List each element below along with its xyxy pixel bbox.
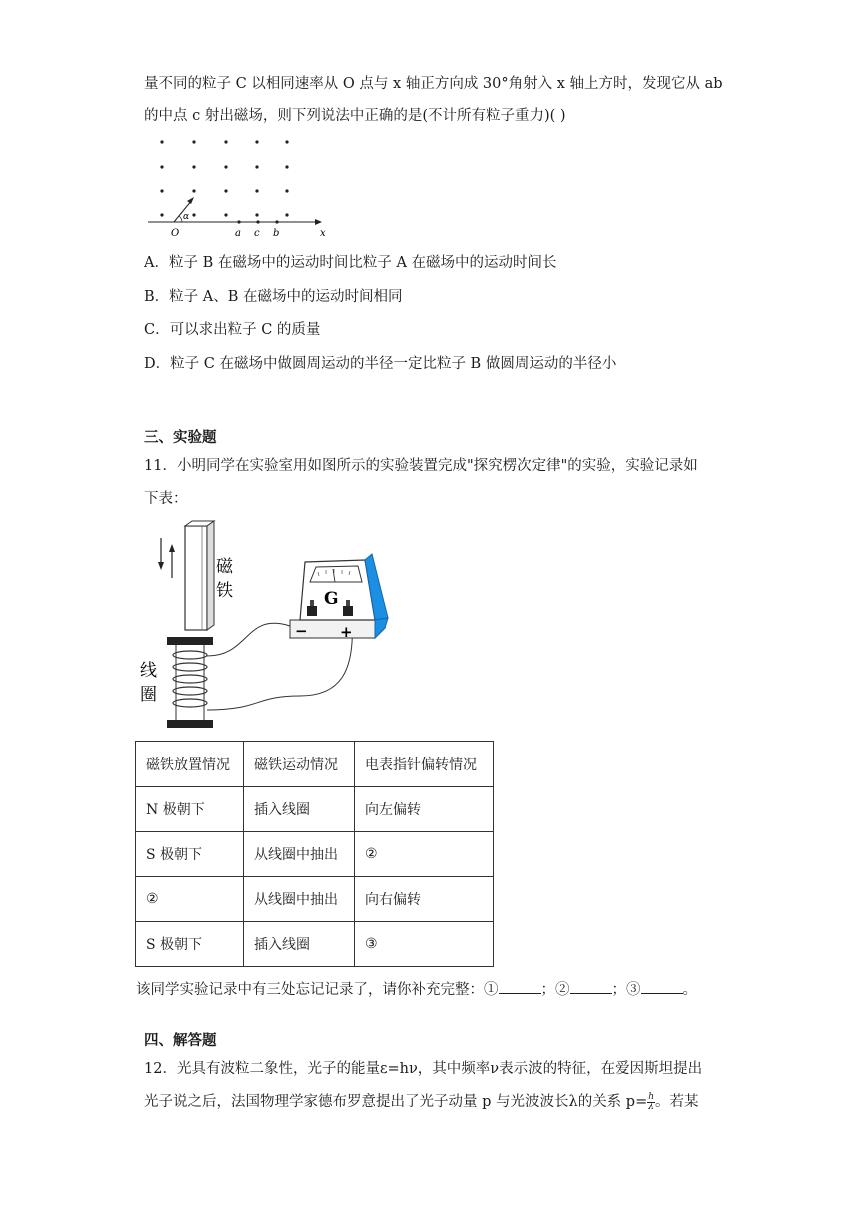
table-cell: S 极朝下 xyxy=(136,832,244,877)
table-row xyxy=(136,832,494,877)
option-c-letter: C． xyxy=(144,322,170,338)
down-arrow-icon xyxy=(158,562,164,570)
option-a-text: 粒子 B 在磁场中的运动时间比粒子 A 在磁场中的运动时间长 xyxy=(168,255,557,271)
angle-arc xyxy=(179,216,182,222)
angle-label: α xyxy=(183,212,190,222)
option-d-letter: D． xyxy=(144,356,171,372)
answer-blank-3[interactable] xyxy=(641,979,683,994)
table-cell: 插入线圈 xyxy=(244,787,355,832)
magnet-side-face xyxy=(207,521,214,630)
table-row xyxy=(136,877,494,922)
option-d-text: 粒子 C 在磁场中做圆周运动的半径一定比粒子 B 做圆周运动的半径小 xyxy=(170,356,617,372)
experiment-apparatus-figure xyxy=(140,520,400,734)
experiment-record-table xyxy=(135,741,494,967)
table-cell: 插入线圈 xyxy=(244,922,355,967)
q11-text-line-2: 下表： xyxy=(144,491,188,507)
option-c xyxy=(144,320,320,340)
magnet-label-1: 磁 xyxy=(216,557,233,577)
wire-top xyxy=(207,620,302,656)
option-c-text: 可以求出粒子 C 的质量 xyxy=(169,322,321,338)
q12-text-line-1: 12．光具有波粒二象性，光子的能量ε=hν，其中频率ν表示波的特征，在爱因斯坦提出 xyxy=(144,1061,703,1077)
option-a xyxy=(144,253,557,273)
section-4-title: 四、解答题 xyxy=(144,1032,217,1049)
q10-text-line-1: 量不同的粒子 C 以相同速率从 O 点与 x 轴正方向成 30°角射入 x 轴上方时，发现它从 ab xyxy=(144,76,723,92)
minus-terminal-label: − xyxy=(295,622,308,640)
table-cell: 从线圈中抽出 xyxy=(244,832,355,877)
option-a-letter: A． xyxy=(144,255,169,271)
coil-windings xyxy=(173,651,207,707)
option-b xyxy=(144,287,403,307)
origin-label: O xyxy=(171,228,180,239)
fraction-denominator: λ xyxy=(648,1101,654,1112)
point-b-label: b xyxy=(273,228,280,239)
table-row xyxy=(136,922,494,967)
q11-text-line-1: 11．小明同学在实验室用如图所示的实验装置完成"探究楞次定律"的实验，实验记录如 xyxy=(144,458,698,474)
table-header-row xyxy=(136,742,494,787)
coil-bottom-cap xyxy=(167,720,213,728)
table-cell: ② xyxy=(355,832,494,877)
field-dots xyxy=(160,140,288,223)
table-cell: ② xyxy=(136,877,244,922)
option-b-text: 粒子 A、B 在磁场中的运动时间相同 xyxy=(169,289,403,305)
table-header: 磁铁运动情况 xyxy=(244,742,355,787)
x-axis-arrow-icon xyxy=(315,219,322,225)
coil-top-cap xyxy=(167,637,213,645)
velocity-arrowhead-icon xyxy=(187,197,194,204)
table-cell: N 极朝下 xyxy=(136,787,244,832)
section-3-title: 三、实验题 xyxy=(144,429,217,446)
q12-line-2-text: 光子说之后，法国物理学家德布罗意提出了光子动量 p 与光波波长λ的关系 p= xyxy=(144,1094,648,1110)
table-cell: 向右偏转 xyxy=(355,877,494,922)
fraction-numerator: h xyxy=(648,1091,655,1102)
fill-end: 。 xyxy=(682,982,697,998)
q12-text-line-2 xyxy=(144,1092,699,1112)
coil-label-2: 圈 xyxy=(140,685,157,705)
option-d xyxy=(144,354,616,374)
table-cell: S 极朝下 xyxy=(136,922,244,967)
galvanometer-label: G xyxy=(324,589,339,609)
table-cell: 向左偏转 xyxy=(355,787,494,832)
table-row xyxy=(136,787,494,832)
fill-sep-2: ；③ xyxy=(611,982,641,998)
answer-blank-2[interactable] xyxy=(570,979,612,994)
q11-fill-in-line xyxy=(136,979,697,1000)
answer-blank-1[interactable] xyxy=(499,979,541,994)
table-cell: ③ xyxy=(355,922,494,967)
table-header: 电表指针偏转情况 xyxy=(355,742,494,787)
point-a-label: a xyxy=(235,228,241,239)
point-c-label: c xyxy=(254,228,260,239)
magnetic-field-diagram xyxy=(140,130,340,242)
option-b-letter: B． xyxy=(144,289,170,305)
bar-magnet xyxy=(185,526,207,630)
fill-sep-1: ；② xyxy=(540,982,570,998)
up-arrow-icon xyxy=(169,544,175,552)
fill-prefix: 该同学实验记录中有三处忘记记录了，请你补充完整：① xyxy=(136,982,499,998)
table-cell: 从线圈中抽出 xyxy=(244,877,355,922)
q12-line-2-end: 。若某 xyxy=(655,1094,699,1110)
x-axis-label: x xyxy=(320,228,326,239)
table-header: 磁铁放置情况 xyxy=(136,742,244,787)
magnet-label-2: 铁 xyxy=(216,581,233,601)
q10-text-line-2: 的中点 c 射出磁场，则下列说法中正确的是(不计所有粒子重力)( ) xyxy=(144,108,566,124)
plus-terminal-label: + xyxy=(340,623,353,641)
coil-label-1: 线 xyxy=(140,661,157,681)
momentum-fraction xyxy=(647,1093,655,1112)
